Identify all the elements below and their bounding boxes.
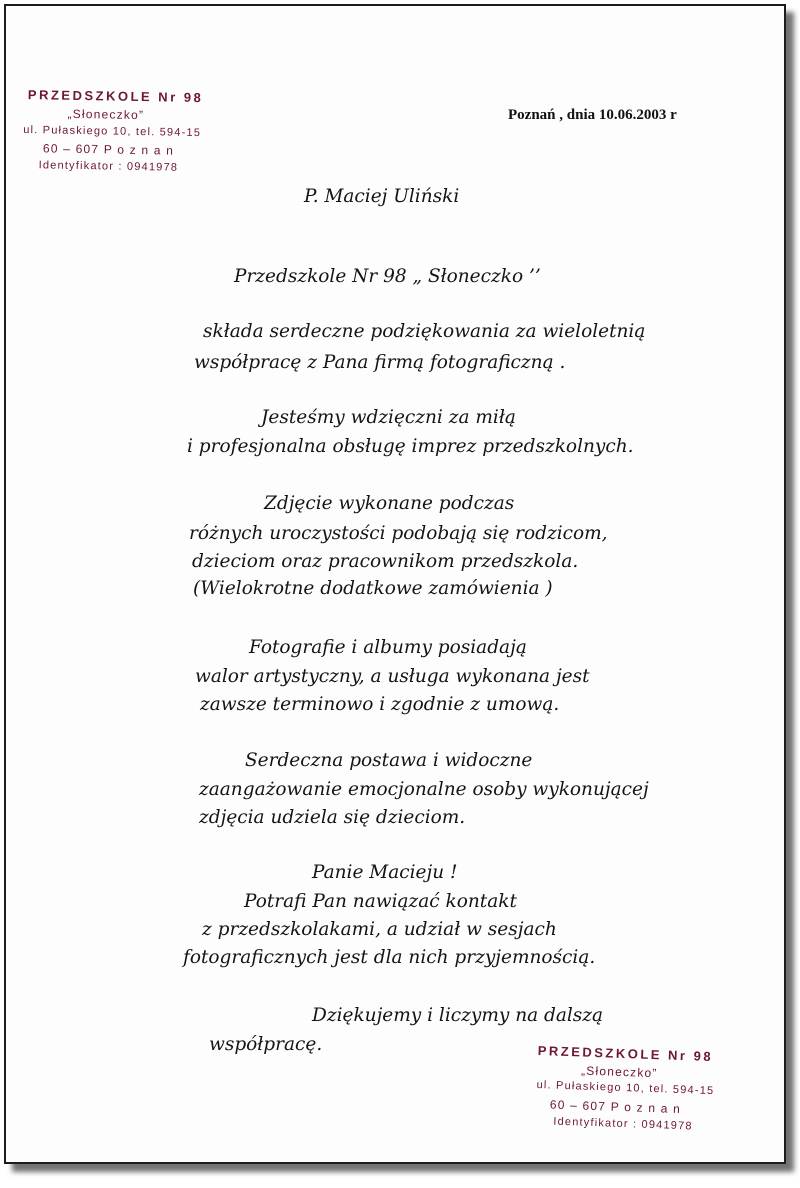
letter-line: walor artystyczny, a usługa wykonana jest — [195, 666, 590, 687]
letter-line: zawsze terminowo i zgodnie z umową. — [200, 694, 560, 715]
stamp-line-2: „Słoneczko” — [580, 1063, 658, 1081]
letter-line: współpracę z Pana firmą fotograficzną . — [194, 352, 566, 373]
letter-line: składa serdeczne podziękowania za wieloletnią — [203, 321, 646, 342]
letter-line: Dziękujemy i liczymy na dalszą — [312, 1005, 604, 1026]
letter-line: dzieciom oraz pracownikom przedszkola. — [192, 551, 579, 572]
letter-line: zaangażowanie emocjonalne osoby wykonującej — [199, 779, 649, 800]
stamp-line-5: Identyfikator : 0941978 — [38, 159, 179, 174]
letter-line: fotograficznych jest dla nich przyjemnością. — [183, 947, 596, 968]
letter-line: Potrafi Pan nawiązać kontakt — [244, 891, 517, 912]
stamp-line-1: PRZEDSZKOLE Nr 98 — [27, 87, 204, 106]
letter-line: Przedszkole Nr 98 „ Słoneczko ’’ — [234, 266, 541, 287]
addressee: P. Maciej Uliński — [304, 186, 460, 207]
stamp-line-1: PRZEDSZKOLE Nr 98 — [537, 1043, 714, 1065]
letter-line: zdjęcia udziela się dzieciom. — [199, 807, 466, 828]
letter-line: i profesjonalna obsługę imprez przedszkolnych. — [187, 436, 634, 457]
date-line: Poznań , dnia 10.06.2003 r — [508, 107, 677, 123]
stamp-line-2: „Słoneczko” — [67, 106, 145, 123]
letter-line: Jesteśmy wdzięczni za miłą — [261, 407, 516, 428]
letter-line: Serdeczna postawa i widoczne — [245, 750, 533, 771]
letter-line: z przedszkolakami, a udział w sesjach — [202, 919, 557, 940]
letter-line: różnych uroczystości podobają się rodzicom, — [189, 523, 608, 544]
stamp-line-3: ul. Pułaskiego 10, tel. 594-15 — [23, 123, 202, 140]
letter-line: (Wielokrotne dodatkowe zamówienia ) — [193, 578, 553, 599]
letter-line: Zdjęcie wykonane podczas — [264, 493, 515, 514]
stamp-line-4: 60 – 607 P o z n a n — [549, 1097, 682, 1117]
stamp-line-5: Identyfikator : 0941978 — [553, 1115, 693, 1133]
letter-line: Fotografie i albumy posiadają — [249, 637, 527, 658]
stamp-line-4: 60 – 607 P o z n a n — [42, 141, 175, 158]
letter-line: współpracę. — [209, 1034, 323, 1055]
letter-line: Panie Macieju ! — [312, 862, 458, 883]
stamp-line-3: ul. Pułaskiego 10, tel. 594-15 — [536, 1078, 715, 1098]
letter-page — [4, 4, 786, 1164]
